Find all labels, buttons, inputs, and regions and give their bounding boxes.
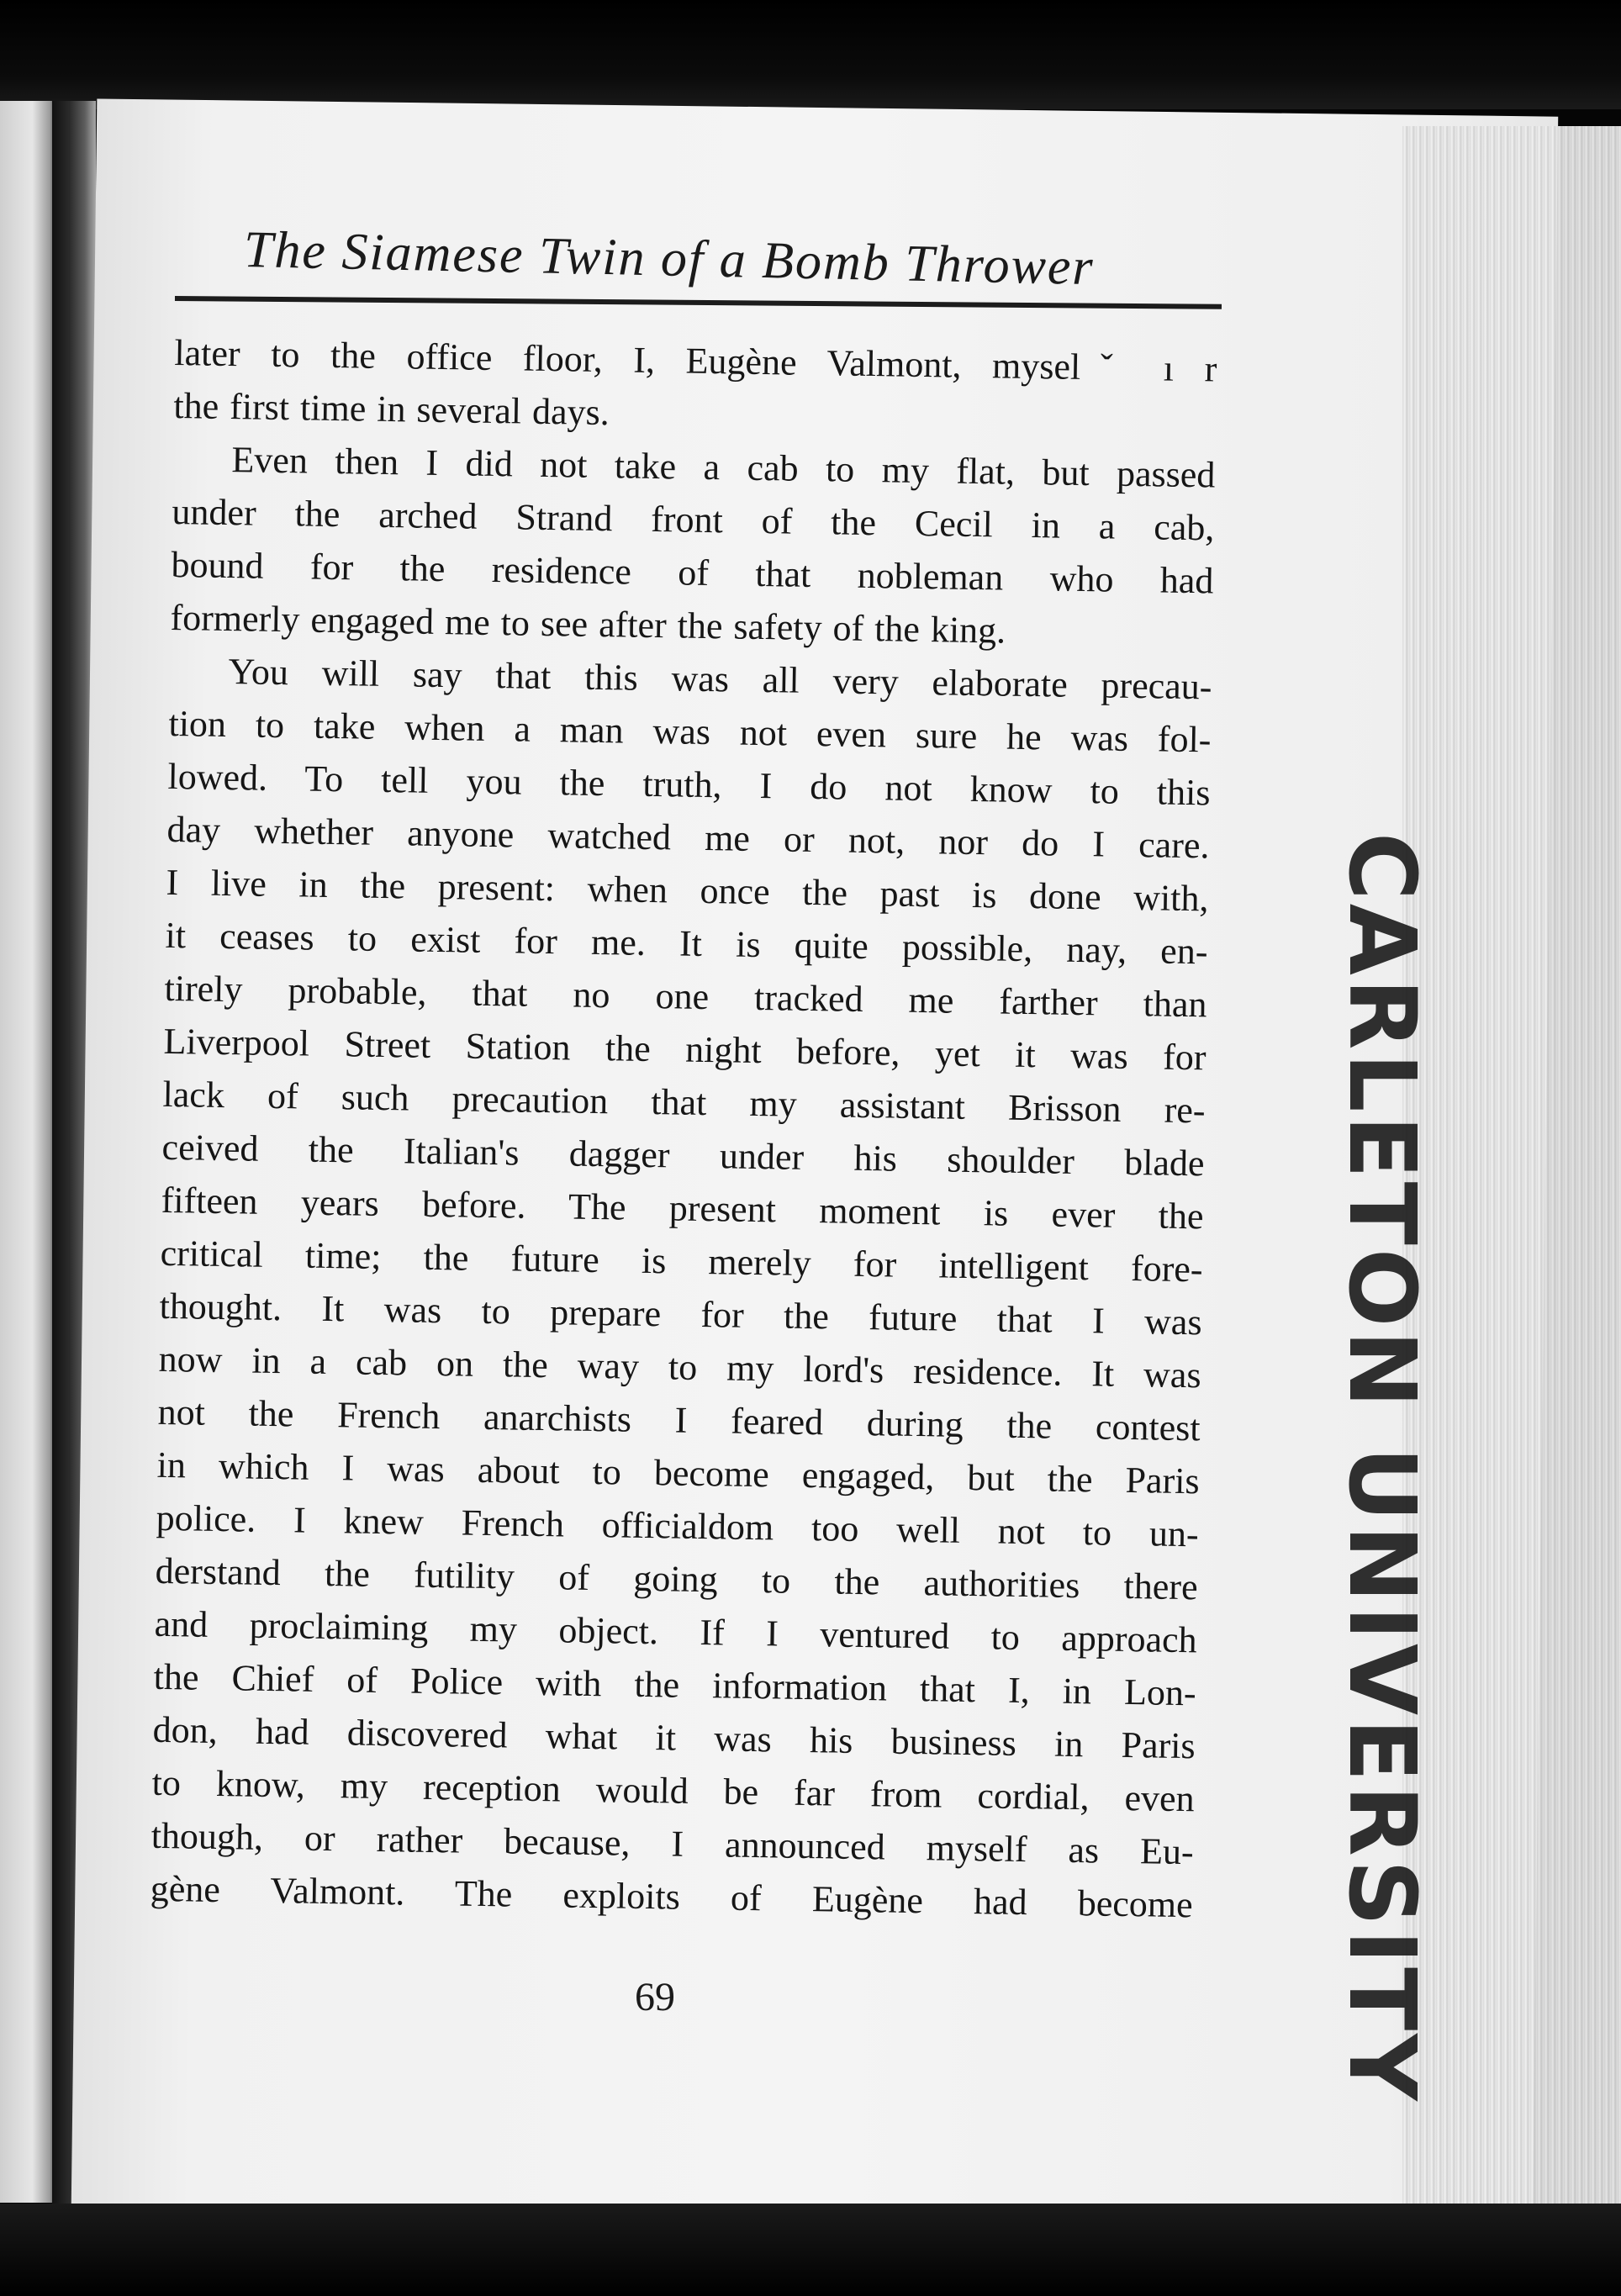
bottom-shadow — [0, 2204, 1621, 2296]
text-line: critical time; the future is merely for intelligent fore- — [160, 1232, 1203, 1291]
text-line: the first time in several days. — [173, 384, 610, 434]
text-line: fifteen years before. The present moment is ever the — [161, 1179, 1204, 1238]
text-line: You will say that this was all very elaborate precau- — [228, 651, 1212, 708]
text-line: tirely probable, that no one tracked me farther than — [164, 967, 1207, 1026]
text-line: day whether anyone watched me or not, nor do I care. — [166, 808, 1210, 867]
text-line: the Chief of Police with the information that I, in Lon- — [153, 1655, 1196, 1714]
text-line: ceived the Italian's dagger under his shoulder blade — [161, 1126, 1205, 1185]
text-line: in which I was about to become engaged, but the Paris — [156, 1444, 1200, 1502]
text-line: don, had discovered what it was his business in Paris — [152, 1708, 1196, 1767]
text-line: not the French anarchists I feared during the contest — [157, 1391, 1201, 1449]
text-line: thought. It was to prepare for the future that I was — [159, 1285, 1202, 1343]
page-number: 69 — [635, 1975, 675, 2019]
text-line: bound for the residence of that nobleman who had — [171, 543, 1214, 602]
text-line: and proclaiming my object. If I ventured to approach — [154, 1602, 1197, 1661]
text-line: I live in the present: when once the past is done with, — [166, 861, 1209, 920]
top-shadow — [0, 0, 1621, 109]
running-head: The Siamese Twin of a Bomb Thrower — [243, 221, 1096, 297]
text-line: it ceases to exist for me. It is quite possible, nay, en- — [165, 914, 1208, 973]
text-line: formerly engaged me to see after the safety of the king. — [170, 596, 1006, 652]
text-line: lowed. To tell you the truth, I do not know to this — [167, 755, 1211, 814]
text-line: Even then I did not take a cab to my flat, but passed — [231, 439, 1216, 496]
text-line: tion to take when a man was not even sure he was fol- — [168, 702, 1212, 761]
text-line: gène Valmont. The exploits of Eugène had become — [150, 1867, 1194, 1926]
text-line: derstand the futility of going to the authorities there — [155, 1549, 1198, 1608]
body-text — [150, 326, 1217, 1931]
text-line: though, or rather because, I announced myself as Eu- — [150, 1814, 1195, 1873]
text-line: to know, my reception would be far from cordial, even — [151, 1761, 1196, 1820]
text-line: under the arched Strand front of the Cecil in a cab, — [172, 490, 1215, 549]
left-page-edge — [0, 101, 59, 2203]
text-line: Liverpool Street Station the night before, yet it was for — [163, 1020, 1207, 1079]
text-line: later to the office floor, I, Eugène Valmont, myselˇ ı r — [174, 331, 1217, 390]
text-line: police. I knew French officialdom too well not to un- — [156, 1496, 1199, 1555]
library-stamp: CARLETON UNIVERSITY — [1328, 832, 1436, 2104]
text-line: lack of such precaution that my assistant Brisson re- — [162, 1073, 1206, 1132]
text-line: now in a cab on the way to my lord's residence. It was — [158, 1338, 1201, 1396]
